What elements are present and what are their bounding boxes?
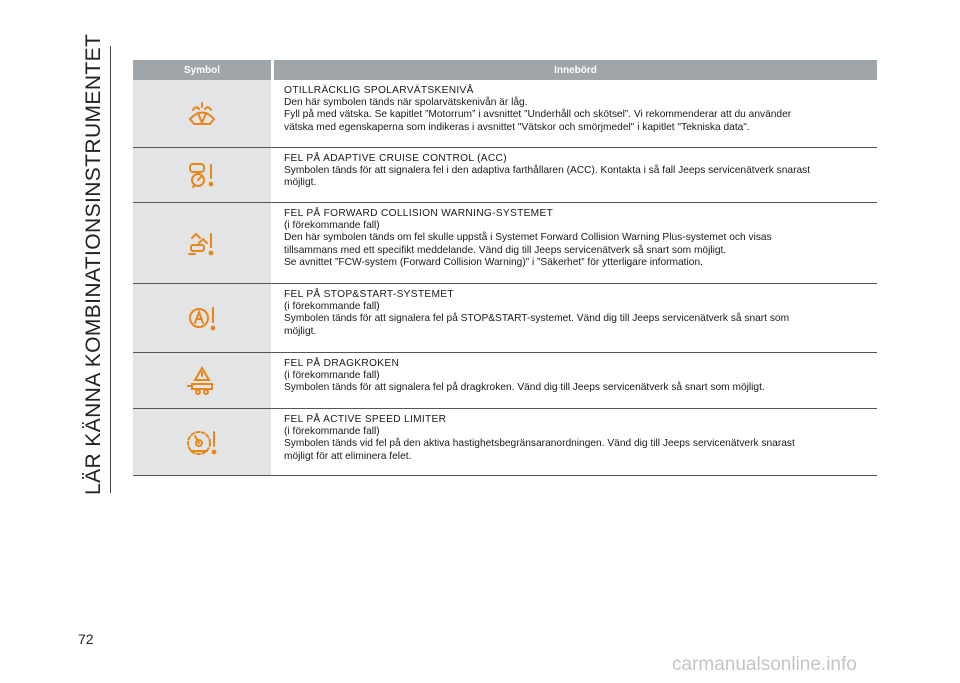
meaning-cell	[274, 80, 877, 147]
table-row	[133, 353, 877, 409]
symbol-table	[133, 60, 877, 476]
row-title: FEL PÅ DRAGKROKEN	[284, 358, 400, 369]
row-text: (i förekommande fall)	[284, 370, 380, 382]
row-text: möjligt för att eliminera felet.	[284, 450, 412, 462]
start-stop-fault-icon	[186, 304, 218, 332]
header-symbol: Symbol	[133, 60, 271, 80]
speed-limiter-fault-icon	[185, 427, 219, 457]
row-text: tillsammans med ett specifikt meddelande. Vänd dig till Jeeps servicenätverk så snart som möjligt.	[284, 244, 727, 256]
row-text: (i förekommande fall)	[284, 220, 380, 232]
tow-hook-fault-icon	[187, 366, 217, 396]
row-title: FEL PÅ STOP&START-SYSTEMET	[284, 289, 454, 300]
meaning-cell	[274, 353, 877, 408]
table-row	[133, 80, 877, 148]
symbol-cell	[133, 203, 271, 283]
meaning-cell	[274, 284, 877, 352]
table-row	[133, 409, 877, 476]
row-title: FEL PÅ FORWARD COLLISION WARNING-SYSTEMET	[284, 208, 554, 219]
chapter-divider	[110, 46, 111, 493]
page-number: 72	[78, 631, 94, 647]
row-text: Den här symbolen tänds när spolarvätskenivån är låg.	[284, 97, 528, 109]
symbol-cell	[133, 353, 271, 408]
row-text: möjligt.	[284, 177, 317, 189]
meaning-cell	[274, 203, 877, 283]
row-text: (i förekommande fall)	[284, 426, 380, 438]
row-text: Se avnittet ”FCW-system (Forward Collision Warning)” i ”Säkerhet” för ytterligare information.	[284, 256, 703, 268]
watermark: carmanualsonline.info	[672, 654, 857, 675]
row-text: Symbolen tänds för att signalera fel på STOP&START-systemet. Vänd dig till Jeeps servicenätverk så snart som	[284, 313, 790, 325]
symbol-cell	[133, 409, 271, 475]
row-title: FEL PÅ ACTIVE SPEED LIMITER	[284, 414, 447, 425]
washer-fluid-icon	[187, 101, 217, 127]
table-row	[133, 203, 877, 284]
row-text: Symbolen tänds för att signalera fel på dragkroken. Vänd dig till Jeeps servicenätverk så snart som möjligt.	[284, 382, 765, 394]
row-title: FEL PÅ ADAPTIVE CRUISE CONTROL (ACC)	[284, 153, 507, 164]
row-title: OTILLRÄCKLIG SPOLARVÄTSKENIVÅ	[284, 85, 474, 96]
meaning-cell	[274, 148, 877, 202]
row-text: vätska med egenskaperna som indikeras i avsnittet "Vätskor och smörjmedel" i kapitlet "Tekniska data".	[284, 121, 750, 133]
symbol-cell	[133, 148, 271, 202]
row-text: Fyll på med vätska. Se kapitlet ”Motorrum” i avsnittet ”Underhåll och skötsel”. Vi rekommenderar att du använder	[284, 109, 792, 121]
symbol-cell	[133, 80, 271, 147]
row-text: Den här symbolen tänds om fel skulle uppstå i Systemet Forward Collision Warning Plus-systemet och visas	[284, 232, 772, 244]
row-text: (i förekommande fall)	[284, 301, 380, 313]
fcw-fault-icon	[187, 229, 217, 257]
chapter-title: LÄR KÄNNA KOMBINATIONSINSTRUMENTET	[82, 33, 105, 495]
header-meaning: Innebörd	[274, 60, 877, 80]
meaning-cell	[274, 409, 877, 475]
symbol-cell	[133, 284, 271, 352]
row-text: Symbolen tänds vid fel på den aktiva hastighetsbegränsaranordningen. Vänd dig till Jeeps servicenätverk snarast	[284, 438, 795, 450]
table-row	[133, 284, 877, 353]
acc-fault-icon	[187, 161, 217, 189]
row-text: möjligt.	[284, 325, 317, 337]
table-row	[133, 148, 877, 203]
table-header	[133, 60, 877, 80]
row-text: Symbolen tänds för att signalera fel i den adaptiva farthållaren (ACC). Kontakta i så fall Jeeps servicenätverk snarast	[284, 165, 811, 177]
